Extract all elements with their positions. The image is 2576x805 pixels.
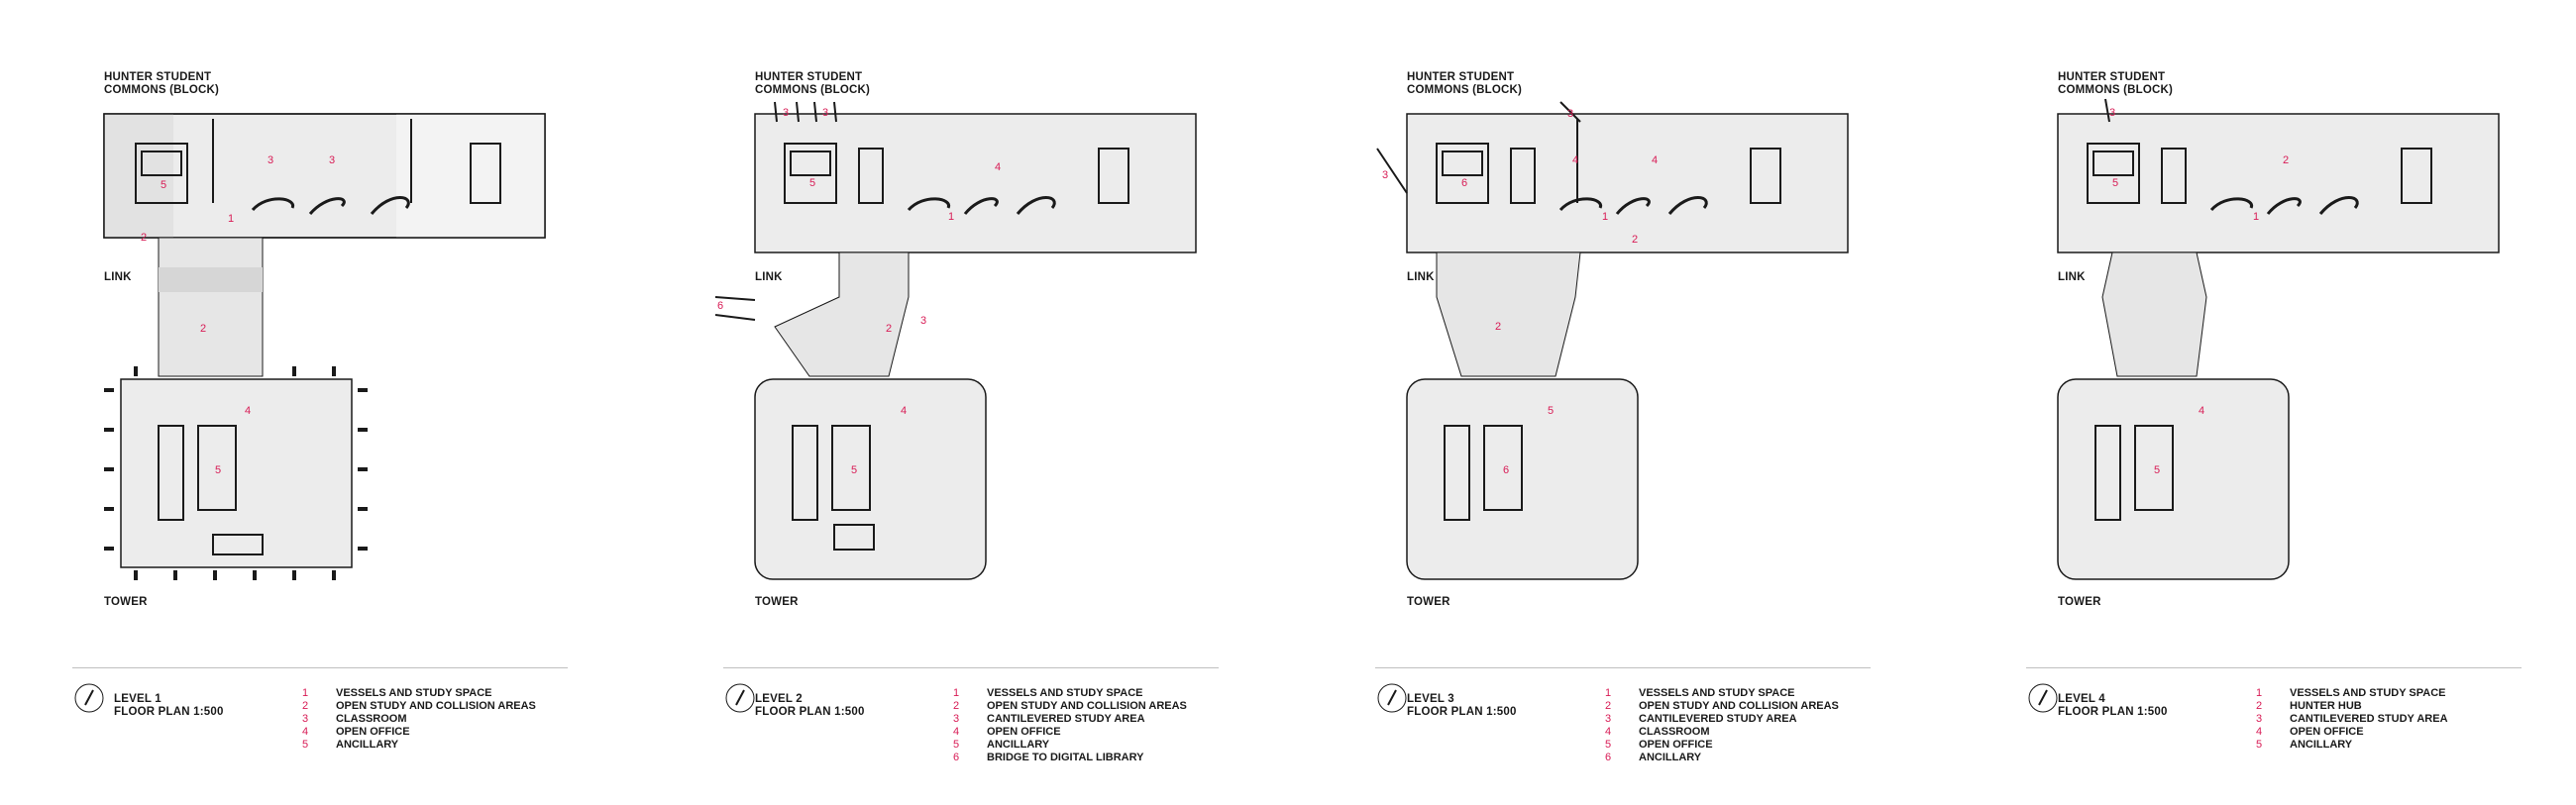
legend-divider [72,667,568,668]
plan-scale: FLOOR PLAN 1:500 [755,706,865,718]
legend-divider [2026,667,2522,668]
room-tag-4b: 4 [1651,154,1659,166]
legend-title [1407,693,1517,719]
room-tag-4: 4 [244,405,252,417]
room-tag-2b: 2 [1494,321,1502,333]
level-name: LEVEL 3 [1407,693,1454,705]
room-tag-3b: 3 [821,107,829,119]
link-label: LINK [755,271,783,283]
room-tag-3c: 3 [919,315,927,327]
room-tag-4: 4 [1571,154,1579,166]
north-arrow-icon [72,681,106,715]
block-label: HUNTER STUDENT COMMONS (BLOCK) [2058,71,2174,96]
room-tag-6b: 6 [1502,464,1510,476]
room-tag-1: 1 [227,213,235,225]
level-3-panel: 1 2 2 3 3 4 4 5 6 6 HUNTER STUDENT COMMONS (BLOCK) LINK TOWER LEVEL 3 FLOOR PLAN 1:500 1 VESSELS AND STUDY SPACE 2 OPEN STUDY AND COLLISION AREAS 3 CANTILEVERED STUDY AREA 4 CLASSROOM 5 OPEN OFFICE 6 ANCILLARY [1367,0,1982,805]
room-tag-5b: 5 [2153,464,2161,476]
room-tag-5: 5 [1547,405,1555,417]
room-tag-1: 1 [2252,211,2260,223]
room-tag-2: 2 [1631,234,1639,246]
level-4-panel: 1 2 3 4 5 5 HUNTER STUDENT COMMONS (BLOCK) LINK TOWER LEVEL 4 FLOOR PLAN 1:500 1 VESSELS AND STUDY SPACE 2 HUNTER HUB 3 CANTILEVERED STUDY AREA 4 OPEN OFFICE 5 ANCILLARY [2018,0,2576,805]
level-name: LEVEL 4 [2058,693,2105,705]
north-arrow-icon [723,681,757,715]
legend-title [755,693,865,719]
link-label: LINK [1407,271,1435,283]
room-tag-2: 2 [140,232,148,244]
room-tag-3: 3 [1381,169,1389,181]
north-arrow-icon [2026,681,2060,715]
tower-label: TOWER [1407,596,1450,608]
tower-label: TOWER [2058,596,2101,608]
level-1-panel: 1 2 2 3 3 4 5 5 HUNTER STUDENT COMMONS (BLOCK) LINK TOWER LEVEL 1 FLOOR PLAN 1:500 1 VESSELS AND STUDY SPACE 2 OPEN STUDY AND COLLISION AREAS 3 CLASSROOM 4 OPEN OFFICE 5 ANCILLARY [64,0,679,805]
room-tag-6: 6 [716,300,724,312]
legend-divider [1375,667,1871,668]
legend-divider [723,667,1219,668]
room-tag-2b: 2 [199,323,207,335]
room-tag-3b: 3 [328,154,336,166]
link-label: LINK [2058,271,2086,283]
room-tag-5b: 5 [850,464,858,476]
room-tag-5: 5 [160,179,167,191]
room-tag-3: 3 [2108,107,2116,119]
tower-label: TOWER [104,596,148,608]
link-label: LINK [104,271,132,283]
tower-label: TOWER [755,596,799,608]
room-tag-4b: 4 [900,405,908,417]
room-tag-3b: 3 [1566,108,1574,120]
plan-scale: FLOOR PLAN 1:500 [1407,706,1517,718]
north-arrow-icon [1375,681,1409,715]
room-tag-1: 1 [1601,211,1609,223]
level-name: LEVEL 1 [114,693,161,705]
room-tag-3: 3 [267,154,274,166]
room-tag-6: 6 [1460,177,1468,189]
legend-title [114,693,224,719]
room-tag-5: 5 [2111,177,2119,189]
room-tag-1: 1 [947,211,955,223]
room-tag-4: 4 [2198,405,2205,417]
level-2-panel: 1 2 3 3 3 4 4 5 5 6 HUNTER STUDENT COMMONS (BLOCK) LINK TOWER LEVEL 2 FLOOR PLAN 1:500 1 VESSELS AND STUDY SPACE 2 OPEN STUDY AND COLLISION AREAS 3 CANTILEVERED STUDY AREA 4 OPEN OFFICE 5 ANCILLARY 6 BRIDGE TO DIGITAL LIBRARY [715,0,1330,805]
room-tag-2: 2 [2282,154,2290,166]
level-name: LEVEL 2 [755,693,803,705]
block-label: HUNTER STUDENT COMMONS (BLOCK) [1407,71,1523,96]
room-tag-4: 4 [994,161,1002,173]
room-tag-3: 3 [782,107,790,119]
block-label: HUNTER STUDENT COMMONS (BLOCK) [755,71,871,96]
plan-scale: FLOOR PLAN 1:500 [114,706,224,718]
room-tag-5: 5 [808,177,816,189]
block-label: HUNTER STUDENT COMMONS (BLOCK) [104,71,220,96]
plan-scale: FLOOR PLAN 1:500 [2058,706,2168,718]
room-tag-5b: 5 [214,464,222,476]
legend-title [2058,693,2168,719]
room-tag-2: 2 [885,323,893,335]
